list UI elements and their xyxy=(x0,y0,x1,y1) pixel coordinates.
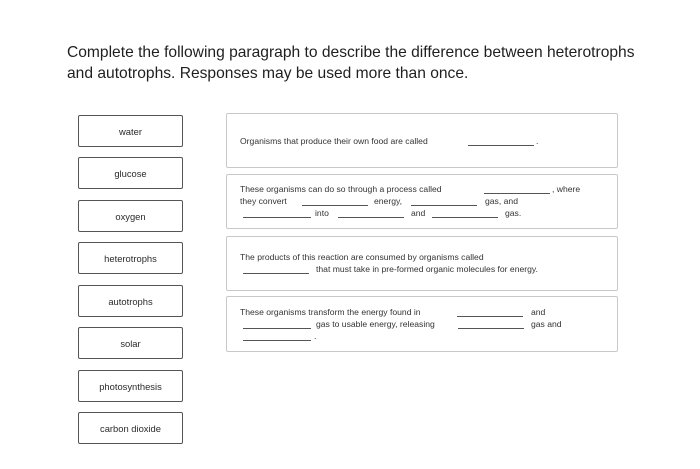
sentence-panel-2 xyxy=(226,174,618,229)
drop-blank-10[interactable] xyxy=(243,328,311,329)
panel-1-text-a: Organisms that produce their own food are called xyxy=(240,136,428,146)
panel-3-text-b: that must take in pre-formed organic molecules for energy. xyxy=(316,264,538,274)
drop-blank-5[interactable] xyxy=(243,217,311,218)
drop-blank-4[interactable] xyxy=(411,205,477,206)
panel-4-text-d: gas and xyxy=(531,319,562,329)
panel-4-text-b: and xyxy=(531,307,546,317)
drop-blank-7[interactable] xyxy=(432,217,498,218)
choice-autotrophs[interactable]: autotrophs xyxy=(78,285,183,317)
panel-1-text-b: . xyxy=(536,136,539,146)
panel-3-text-a: The products of this reaction are consumed by organisms called xyxy=(240,252,484,262)
choice-solar[interactable]: solar xyxy=(78,327,183,359)
prompt-line-2: and autotrophs. Responses may be used more than once. xyxy=(67,65,469,82)
drop-blank-2[interactable] xyxy=(484,193,550,194)
choice-photosynthesis[interactable]: photosynthesis xyxy=(78,370,183,402)
choice-water[interactable]: water xyxy=(78,115,183,147)
panel-2-text-d: energy, xyxy=(374,196,403,206)
panel-2-text-a: These organisms can do so through a process called xyxy=(240,184,442,194)
sentence-panel-4 xyxy=(226,296,618,352)
panel-4-text-c: gas to usable energy, releasing xyxy=(316,319,435,329)
sentence-panel-3 xyxy=(226,236,618,291)
panel-4-text-e: . xyxy=(314,331,317,341)
sentence-panel-1 xyxy=(226,113,618,168)
panel-2-text-c: they convert xyxy=(240,196,287,206)
panel-2-text-f: into xyxy=(315,208,329,218)
question-prompt xyxy=(67,42,682,84)
choice-glucose[interactable]: glucose xyxy=(78,157,183,189)
drop-blank-11[interactable] xyxy=(458,328,524,329)
drop-blank-12[interactable] xyxy=(243,340,311,341)
panel-2-text-g: and xyxy=(411,208,426,218)
panel-4-text-a: These organisms transform the energy found in xyxy=(240,307,421,317)
choice-oxygen[interactable]: oxygen xyxy=(78,200,183,232)
prompt-line-1: Complete the following paragraph to describe the difference between heterotrophs xyxy=(67,44,635,61)
drop-blank-3[interactable] xyxy=(302,205,368,206)
choice-heterotrophs[interactable]: heterotrophs xyxy=(78,242,183,274)
panel-2-text-b: , where xyxy=(552,184,581,194)
drop-blank-6[interactable] xyxy=(338,217,404,218)
drop-blank-1[interactable] xyxy=(468,145,534,146)
drop-blank-8[interactable] xyxy=(243,273,309,274)
panel-2-text-e: gas, and xyxy=(485,196,518,206)
panel-2-text-h: gas. xyxy=(505,208,522,218)
drop-blank-9[interactable] xyxy=(457,316,523,317)
choice-carbon-dioxide[interactable]: carbon dioxide xyxy=(78,412,183,444)
